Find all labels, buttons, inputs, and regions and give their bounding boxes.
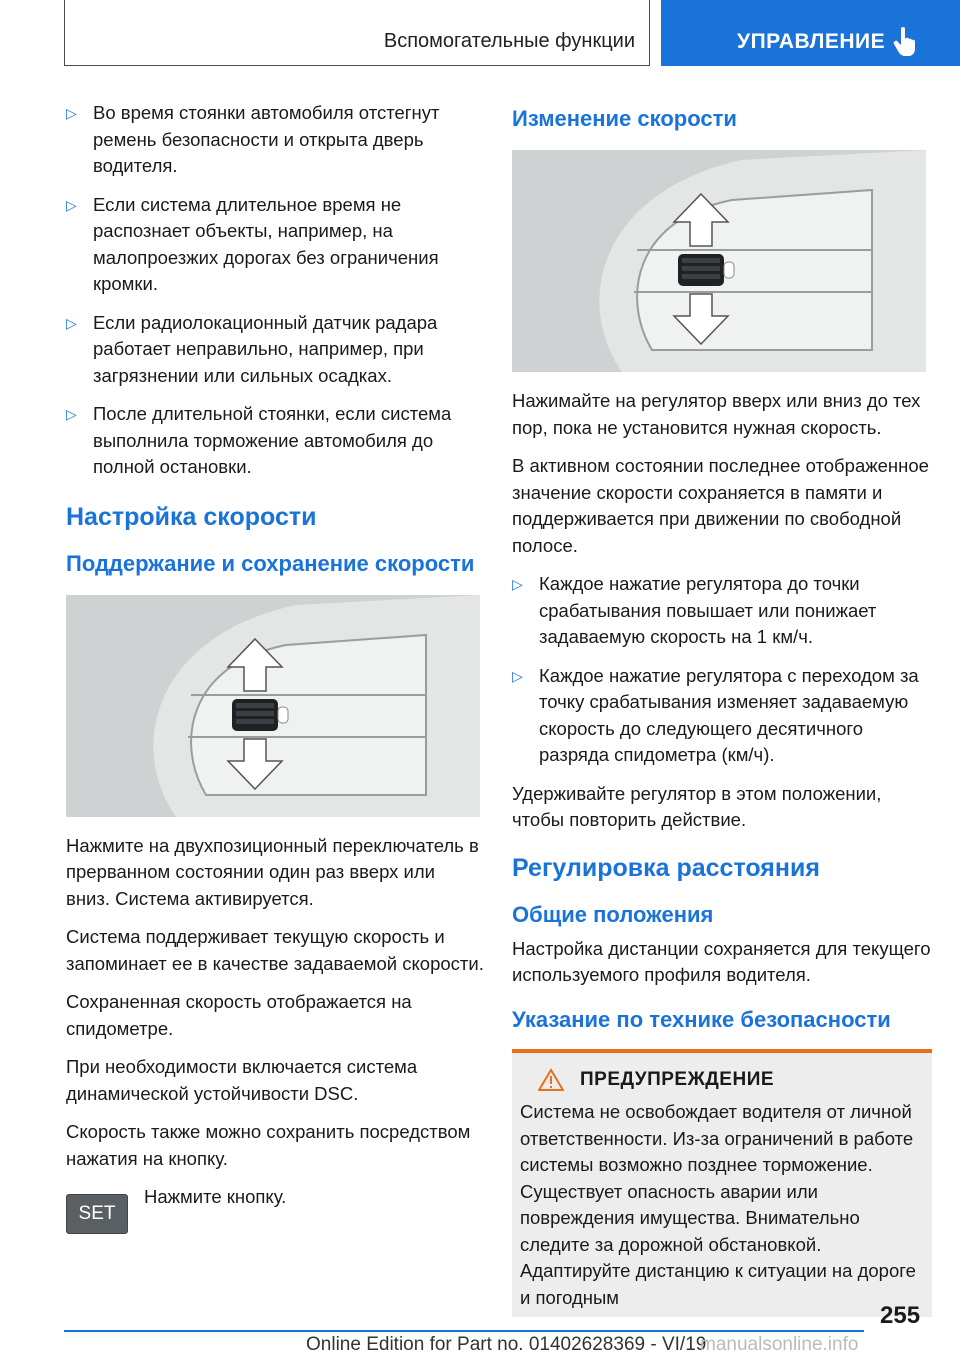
warning-box [512, 1049, 932, 1318]
right-column [512, 100, 932, 1317]
footer-watermark: manualsonline.info [700, 1334, 859, 1355]
section-title-distance: Регулировка расстояния [512, 853, 820, 882]
warning-text: Система не освобождает водителя от личной ответственности. Из-за ограничений в работе системы возможно позднее торможение. Существует опасность аварии или повреждения имущества. Внимательно следите за дорожной обстановкой. Адаптируйте дистанцию к ситуации на дороге и погодным [520, 1101, 916, 1308]
triangle-bullet-icon: ▷ [66, 406, 77, 422]
set-button-row [66, 1184, 484, 1234]
list-item: ▷ Каждое нажатие регулятора до точки срабатывания повышает или понижает задаваемую скорость на 1 км/ч. [512, 571, 932, 651]
paragraph: При необходимости включается система динамической устойчивости DSC. [66, 1056, 418, 1104]
paragraph: Нажимайте на регулятор вверх или вниз до тех пор, пока не установится нужная скорость. [512, 390, 921, 438]
section-title-speed-setting: Настройка скорости [66, 502, 317, 531]
list-item: ▷ Каждое нажатие регулятора с переходом за точку срабатывания изменяет задаваемую скорость до следующего десятичного разряда спидометра (км/ч). [512, 663, 932, 769]
steering-wheel-switch-image-2 [512, 150, 926, 372]
set-button[interactable]: SET [66, 1194, 128, 1234]
header-section-title: Вспомогательные функции [383, 30, 635, 52]
list-item: ▷ Если система длительное время не распознает объекты, например, на малопроезжих дорогах без ограничения кромки. [66, 192, 484, 298]
paragraph: Настройка дистанции сохраняется для текущего используемого профиля водителя. [512, 937, 931, 985]
list-item: ▷ После длительной стоянки, если система выполнила торможение автомобиля до полной остановки. [66, 401, 484, 481]
subsection-title-general: Общие положения [512, 901, 714, 927]
paragraph: Скорость также можно сохранить посредством нажатия на кнопку. [66, 1121, 471, 1169]
triangle-bullet-icon: ▷ [66, 105, 77, 121]
subsection-title-change-speed: Изменение скорости [512, 106, 737, 131]
triangle-bullet-icon: ▷ [512, 576, 523, 592]
paragraph: Сохраненная скорость отображается на спидометре. [66, 991, 412, 1039]
steering-wheel-switch-image [66, 595, 480, 817]
header-chapter-tab[interactable] [661, 0, 960, 66]
triangle-bullet-icon: ▷ [66, 196, 77, 213]
paragraph: Удерживайте регулятор в этом положении, чтобы повторить действие. [512, 782, 882, 830]
subsection-title-safety: Указание по технике безопасности [512, 1006, 891, 1032]
paragraph: Нажмите на двухпозиционный переключатель в прерванном состоянии один раз вверх или вниз. Система активируется. [66, 834, 479, 909]
triangle-bullet-icon: ▷ [512, 667, 523, 684]
list-item: ▷ Во время стоянки автомобиля отстегнут ремень безопасности и открыта дверь водителя. [66, 100, 484, 180]
warning-title: ПРЕДУПРЕЖДЕНИЕ [580, 1068, 775, 1090]
triangle-bullet-icon: ▷ [66, 314, 77, 331]
header-chapter-title: УПРАВЛЕНИЕ [737, 30, 886, 53]
warning-header [520, 1067, 926, 1094]
hand-pointer-icon [893, 26, 919, 56]
paragraph: В активном состоянии последнее отображенное значение скорости сохраняется в памяти и поддерживается при движении по свободной полосе. [512, 455, 929, 556]
subsection-title-maintain-speed: Поддержание и сохранение скорости [66, 550, 475, 576]
left-column [66, 100, 484, 1234]
page-number: 255 [880, 1302, 921, 1329]
set-instruction: Нажмите кнопку. [144, 1186, 287, 1207]
list-item: ▷ Если радиолокационный датчик радара работает неправильно, например, при загрязнении или сильных осадках. [66, 310, 484, 390]
paragraph: Система поддерживает текущую скорость и запоминает ее в качестве задаваемой скорости. [66, 926, 484, 974]
warning-triangle-icon [538, 1068, 564, 1092]
footer-divider [64, 1330, 864, 1332]
footer-edition: Online Edition for Part no. 01402628369 - VI/19 [306, 1334, 707, 1355]
header-section-box [64, 0, 650, 66]
